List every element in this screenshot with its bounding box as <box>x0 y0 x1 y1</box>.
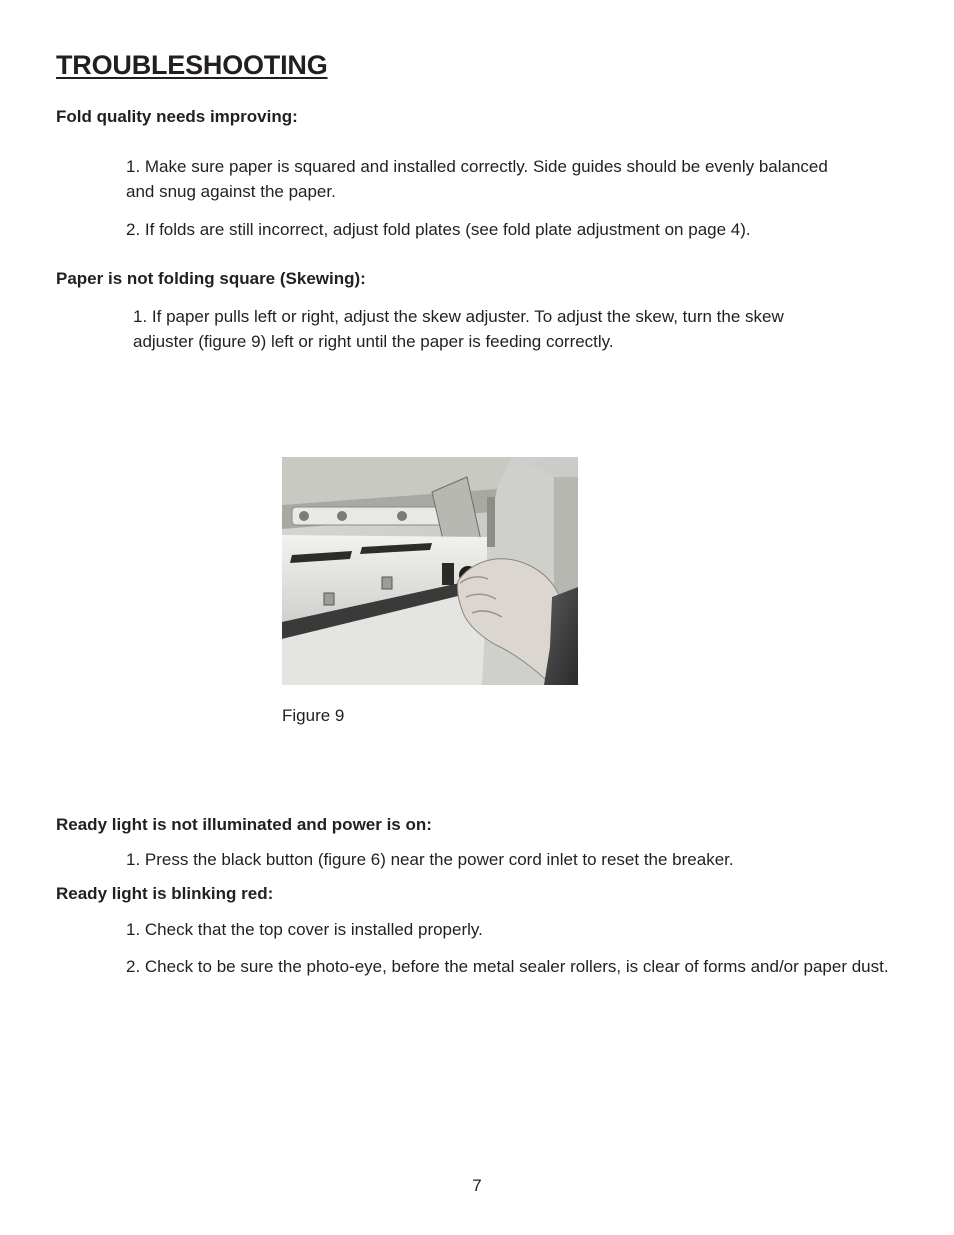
page-title: TROUBLESHOOTING <box>56 50 328 80</box>
section-heading-skewing: Paper is not folding square (Skewing): <box>56 269 366 288</box>
figure-caption: Figure 9 <box>282 706 345 725</box>
step-ready-light-blinking-1: 1. Check that the top cover is installed properly. <box>126 920 483 939</box>
figure-9-photo <box>282 457 578 685</box>
section-heading-ready-light-off: Ready light is not illuminated and power is on: <box>56 815 432 834</box>
step-fold-quality-1: 1. Make sure paper is squared and installed correctly. Side guides should be evenly balanced and snug against the paper. <box>126 157 828 201</box>
step-ready-light-off-1: 1. Press the black button (figure 6) near the power cord inlet to reset the breaker. <box>126 850 734 869</box>
page-number: 7 <box>472 1176 482 1195</box>
step-skewing-1: 1. If paper pulls left or right, adjust the skew adjuster. To adjust the skew, turn the skew adjuster (figure 9) left or right until the paper is feeding correctly. <box>133 307 784 351</box>
section-heading-ready-light-blinking: Ready light is blinking red: <box>56 884 274 903</box>
section-heading-fold-quality: Fold quality needs improving: <box>56 107 298 126</box>
step-ready-light-blinking-2: 2. Check to be sure the photo-eye, before the metal sealer rollers, is clear of forms and/or paper dust. <box>126 957 889 976</box>
step-fold-quality-2: 2. If folds are still incorrect, adjust fold plates (see fold plate adjustment on page 4). <box>126 220 751 239</box>
